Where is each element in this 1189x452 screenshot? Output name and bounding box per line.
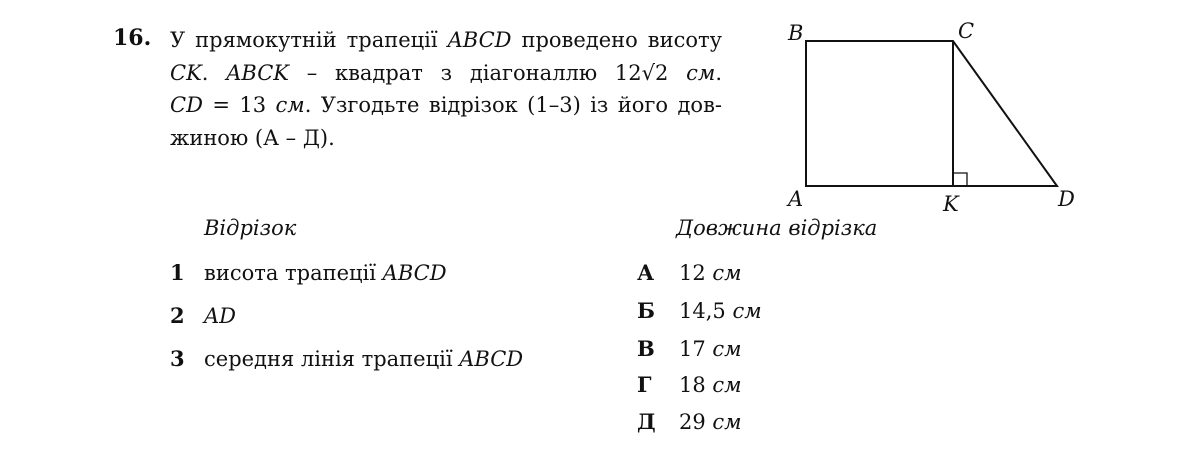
segment-item-2: 2 AD [170,303,237,328]
length-option-b: Б 14,5 см [637,298,762,323]
length-option-a: А 12 см [637,260,742,285]
problem-line-1: У прямокутній трапеції ABCD проведено висоту [170,28,722,52]
vertex-label-c: C [958,19,975,43]
length-option-v: В 17 см [637,336,742,361]
segment-item-3: 3 середня лінія трапеції ABCD [170,346,524,371]
vertex-label-b: B [788,21,804,45]
problem-number: 16. [113,25,152,51]
vertex-label-d: D [1058,187,1075,211]
right-angle-mark [953,173,967,186]
trapezoid-outline [806,41,1057,186]
problem-line-4: жиною (А – Д). [170,125,335,150]
segment-item-1: 1 висота трапеції ABCD [170,260,447,285]
length-header: Довжина відрізка [676,216,878,240]
length-option-d: Д 29 см [637,409,742,434]
vertex-label-k: K [943,192,959,216]
segment-header: Відрізок [204,216,297,240]
problem-line-3: CD = 13 см. Узгодьте відрізок (1–3) із його дов- [170,93,722,117]
vertex-label-a: A [788,187,804,211]
length-option-g: Г 18 см [637,372,742,397]
problem-line-2: CK. ABCK – квадрат з діагоналлю 12√2 см. [170,60,722,85]
